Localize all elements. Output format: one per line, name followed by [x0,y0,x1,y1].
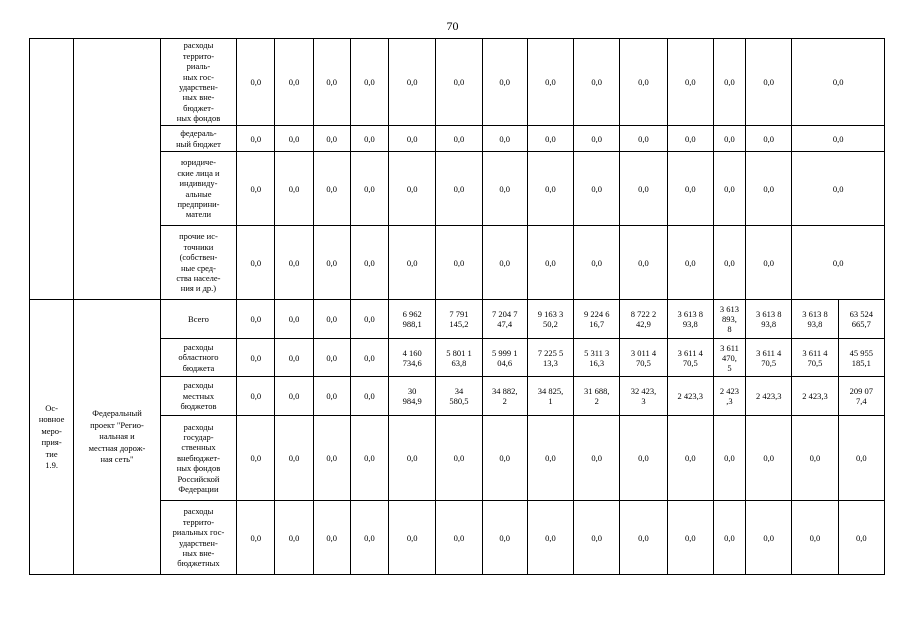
value-cell: 7 225 5 13,3 [527,339,573,377]
page-number: 70 [446,19,459,33]
value-cell: 0,0 [275,377,313,416]
value-cell: 0,0 [574,39,620,126]
value-cell: 9 224 6 16,7 [574,300,620,339]
value-cell: 0,0 [746,226,792,300]
value-cell: 7 204 7 47,4 [482,300,527,339]
value-cell: 0,0 [275,339,313,377]
value-cell: 3 613 8 93,8 [746,300,792,339]
budget-table [29,38,885,575]
value-cell: 0,0 [350,501,388,575]
value-cell: 4 160 734,6 [389,339,436,377]
value-cell: 0,0 [313,226,350,300]
value-cell: 45 955 185,1 [838,339,884,377]
value-cell: 0,0 [313,300,350,339]
value-cell: 0,0 [620,501,667,575]
value-cell: 63 524 665,7 [838,300,884,339]
funding-source-label: расходы местных бюджетов [160,377,236,416]
value-cell: 0,0 [275,126,313,152]
value-cell: 0,0 [574,126,620,152]
value-cell: 0,0 [713,126,745,152]
value-cell: 0,0 [275,501,313,575]
blank-name-cell [74,39,161,300]
value-cell: 0,0 [482,501,527,575]
value-cell: 0,0 [350,339,388,377]
value-cell: 34 882, 2 [482,377,527,416]
value-cell: 5 801 1 63,8 [436,339,482,377]
value-cell: 0,0 [574,152,620,226]
value-cell: 0,0 [389,501,436,575]
value-cell: 0,0 [527,152,573,226]
value-cell: 0,0 [313,126,350,152]
value-cell: 6 962 988,1 [389,300,436,339]
value-cell: 8 722 2 42,9 [620,300,667,339]
funding-source-label: расходы террито- риаль- ных гос- ударствен- ных вне- бюджет- ных фондов [160,39,236,126]
value-cell: 0,0 [350,152,388,226]
value-cell: 0,0 [792,416,838,501]
value-cell: 2 423,3 [746,377,792,416]
value-cell: 0,0 [574,226,620,300]
value-cell: 0,0 [667,501,713,575]
value-cell: 0,0 [436,126,482,152]
value-cell: 0,0 [350,226,388,300]
value-cell: 0,0 [482,416,527,501]
value-cell: 0,0 [713,416,745,501]
funding-source-label: Всего [160,300,236,339]
funding-source-label: расходы государ- ственных внебюджет- ных фондов Российской Федерации [160,416,236,501]
value-cell: 3 011 4 70,5 [620,339,667,377]
value-cell: 0,0 [237,377,275,416]
value-cell: 3 611 4 70,5 [667,339,713,377]
blank-code-cell [30,39,74,300]
value-cell: 0,0 [746,501,792,575]
value-cell: 0,0 [313,152,350,226]
value-cell: 0,0 [746,39,792,126]
value-cell: 0,0 [275,226,313,300]
value-cell: 0,0 [436,39,482,126]
value-cell: 0,0 [792,226,885,300]
value-cell: 2 423 ,3 [713,377,745,416]
funding-source-label: расходы областного бюджета [160,339,236,377]
value-cell: 0,0 [350,416,388,501]
value-cell: 0,0 [389,39,436,126]
value-cell: 0,0 [620,39,667,126]
value-cell: 0,0 [482,126,527,152]
value-cell: 0,0 [482,39,527,126]
funding-source-label: федераль- ный бюджет [160,126,236,152]
value-cell: 0,0 [792,39,885,126]
value-cell: 0,0 [482,226,527,300]
value-cell: 9 163 3 50,2 [527,300,573,339]
value-cell: 0,0 [237,126,275,152]
value-cell: 0,0 [237,300,275,339]
value-cell: 0,0 [838,416,884,501]
value-cell: 0,0 [713,152,745,226]
value-cell: 0,0 [620,226,667,300]
value-cell: 0,0 [389,226,436,300]
value-cell: 3 611 4 70,5 [792,339,838,377]
value-cell: 0,0 [313,339,350,377]
value-cell: 0,0 [527,501,573,575]
value-cell: 7 791 145,2 [436,300,482,339]
value-cell: 0,0 [527,226,573,300]
funding-source-label: расходы террито- риальных гос- ударствен- ных вне- бюджетных [160,501,236,575]
value-cell: 3 613 8 93,8 [792,300,838,339]
value-cell: 0,0 [313,377,350,416]
value-cell: 0,0 [620,416,667,501]
value-cell: 32 423, 3 [620,377,667,416]
value-cell: 0,0 [237,339,275,377]
value-cell: 0,0 [436,226,482,300]
value-cell: 0,0 [350,126,388,152]
value-cell: 0,0 [746,126,792,152]
value-cell: 3 613 893, 8 [713,300,745,339]
value-cell: 0,0 [313,501,350,575]
value-cell: 0,0 [275,152,313,226]
value-cell: 0,0 [792,126,885,152]
value-cell: 3 613 8 93,8 [667,300,713,339]
value-cell: 0,0 [237,501,275,575]
measure-code: Ос- новное меро- прия- тие 1.9. [30,300,74,575]
value-cell: 0,0 [667,126,713,152]
value-cell: 0,0 [667,226,713,300]
value-cell: 0,0 [313,416,350,501]
value-cell: 0,0 [746,416,792,501]
value-cell: 34 580,5 [436,377,482,416]
value-cell: 0,0 [746,152,792,226]
funding-source-label: юридиче- ские лица и индивиду- альные предприни- матели [160,152,236,226]
value-cell: 0,0 [389,126,436,152]
value-cell: 0,0 [436,501,482,575]
value-cell: 2 423,3 [667,377,713,416]
value-cell: 5 311 3 16,3 [574,339,620,377]
value-cell: 0,0 [574,416,620,501]
value-cell: 0,0 [620,126,667,152]
value-cell: 2 423,3 [792,377,838,416]
value-cell: 3 611 4 70,5 [746,339,792,377]
value-cell: 0,0 [620,152,667,226]
value-cell: 0,0 [350,377,388,416]
value-cell: 0,0 [436,152,482,226]
value-cell: 0,0 [275,39,313,126]
value-cell: 0,0 [713,39,745,126]
value-cell: 0,0 [713,226,745,300]
value-cell: 0,0 [527,126,573,152]
value-cell: 0,0 [275,300,313,339]
value-cell: 0,0 [792,501,838,575]
table-row [30,39,885,126]
value-cell: 31 688, 2 [574,377,620,416]
value-cell: 0,0 [237,39,275,126]
value-cell: 5 999 1 04,6 [482,339,527,377]
value-cell: 0,0 [667,39,713,126]
table-row [30,300,885,339]
value-cell: 0,0 [667,152,713,226]
value-cell: 0,0 [237,226,275,300]
value-cell: 0,0 [527,416,573,501]
value-cell: 209 07 7,4 [838,377,884,416]
value-cell: 0,0 [350,39,388,126]
value-cell: 0,0 [389,416,436,501]
value-cell: 0,0 [313,39,350,126]
value-cell: 30 984,9 [389,377,436,416]
value-cell: 0,0 [389,152,436,226]
value-cell: 0,0 [574,501,620,575]
value-cell: 0,0 [838,501,884,575]
value-cell: 0,0 [350,300,388,339]
value-cell: 0,0 [527,39,573,126]
value-cell: 0,0 [436,416,482,501]
value-cell: 0,0 [667,416,713,501]
measure-name: Федеральный проект "Регио- нальная и местная дорож- ная сеть" [74,300,161,575]
value-cell: 0,0 [713,501,745,575]
value-cell: 0,0 [237,416,275,501]
value-cell: 34 825, 1 [527,377,573,416]
value-cell: 0,0 [482,152,527,226]
value-cell: 0,0 [792,152,885,226]
funding-source-label: прочие ис- точники (собствен- ные сред- ства населе- ния и др.) [160,226,236,300]
value-cell: 0,0 [237,152,275,226]
value-cell: 3 611 470, 5 [713,339,745,377]
value-cell: 0,0 [275,416,313,501]
